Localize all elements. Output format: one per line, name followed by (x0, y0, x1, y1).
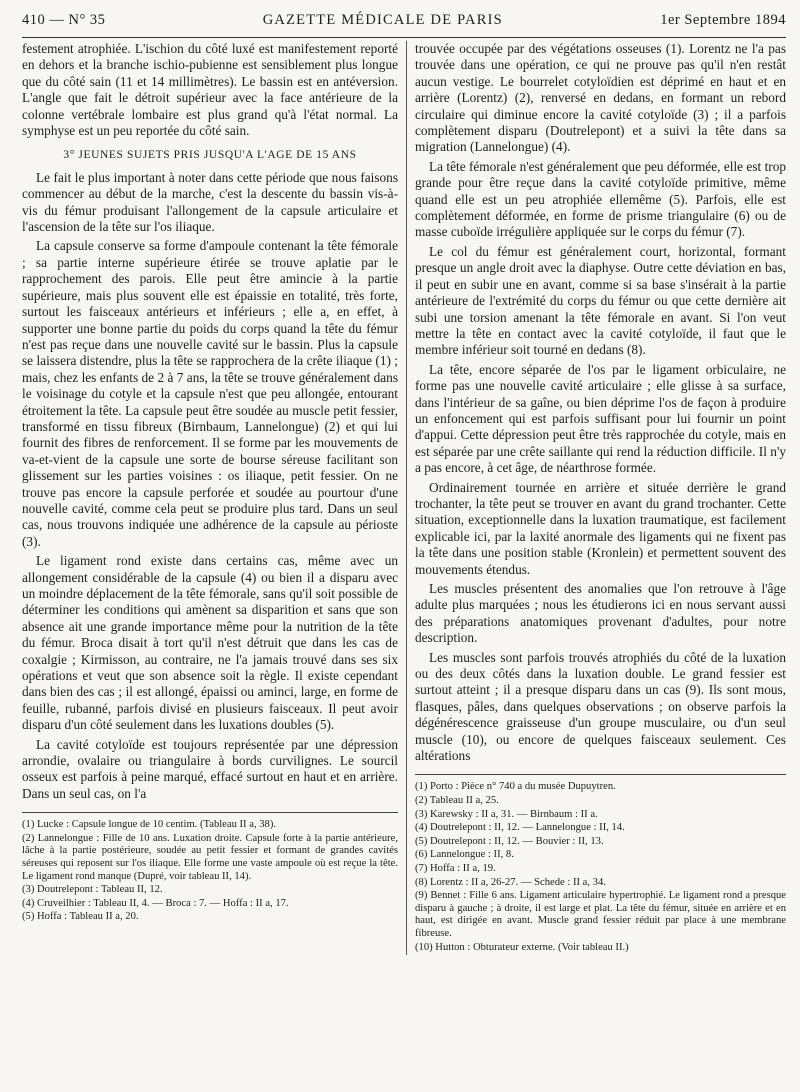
page-number: 410 — N° 35 (22, 12, 106, 28)
footnote: (2) Lannelongue : Fille de 10 ans. Luxation droite. Capsule forte à la partie antérieure, lâche à la partie postérieure, soudée au petit fessier et formant de grandes cavités séreuses qui reposent sur l'os iliaque. Elle forme une vaste ampoule où est reçue la tête. Le ligament rond manque (Dupré, voir tableau II, 14). (22, 832, 398, 882)
left-body (22, 41, 398, 802)
paragraph: Le ligament rond existe dans certains cas, même avec un allongement considérable de la capsule (4) ou bien il a disparu avec un moindre déplacement de la tête fémorale, sans qu'il soit possible de déterminer les conditions qui amènent sa disparition et sans que son absence ait une grande importance même pour la nutrition de la tête du fémur. Broca disait à tort qu'il n'est détruit que dans les cas de coxalgie ; Kirmisson, au contraire, ne l'a jamais trouvé dans ses six opérations et veut que son absence soit la règle. Il existe cependant dans bien des cas ; il est allongé, épaissi ou aminci, large, en forme de feuille, rubanné, parfois divisé en plusieurs faisceaux. Il peut avoir disparu d'un côté seulement dans les luxations doubles (5). (22, 553, 398, 733)
paragraph: Le col du fémur est généralement court, horizontal, formant presque un angle droit avec la diaphyse. Outre cette déviation en bas, il peut en subir une en avant, comme si sa base s'insérait à la partie antérieure de l'extrémité du corps du fémur ou que cette dernière ait subi une torsion amenant la tête fémorale en avant. Si l'on veut mettre la tête en contact avec la cavité cotyloïde, il faut que le membre inférieur soit tourné en dedans (8). (415, 243, 786, 358)
footnote: (1) Lucke : Capsule longue de 10 centim. (Tableau II a, 38). (22, 819, 277, 831)
right-footnotes (415, 781, 786, 954)
footnote: (2) Tableau II a, 25. (415, 795, 499, 807)
footnote: (8) Lorentz : II a, 26-27. — Schede : II a, 34. (415, 876, 606, 888)
footnote: (10) Hutton : Obturateur externe. (Voir tableau II.) (415, 941, 629, 953)
paragraph: La capsule conserve sa forme d'ampoule contenant la tête fémorale ; sa partie interne supérieure étirée se trouve aplatie par le rapprochement des parois. Elle peut être amincie à la partie supérieure, mais plus souvent elle est épaissie en totalité, très forte, surtout les faisceaux antérieurs et inférieurs ; elle a, en effet, à supporter une bonne partie du poids du corps quand la tête du fémur n'est pas reçue dans une nouvelle cavité sur le bassin. Plus la capsule se laissera distendre, plus la tête se rapprochera de la crête iliaque (1) ; mais, chez les enfants de 2 à 7 ans, la tête se trouve généralement dans le voisinage du cotyle et la capsule n'est que peu allongée, entourant étroitement la tête. La capsule peut être soudée au muscle petit fessier, transformé en tissu fibreux (Birnbaum, Lannelongue) (2) et qui lui fournit des fibres de renforcement. Il se forme par les mouvements de va-et-vient de la capsule une sorte de bourse séreuse facilitant son glissement sur les parties voisines : os iliaque, petit fessier. On ne trouve pas encore la capsule perforée et soudée au pourtour d'une nouvelle cavité, comme cela peut se produire plus tard. Dans un seul cas, nous trouvons indiquée une adhérence de la capsule au périoste (3). (22, 238, 398, 549)
footnote: (9) Bennet : Fille 6 ans. Ligament articulaire hypertrophié. Le ligament rond a presque disparu à gauche ; à droite, il est large et plat. La tête du fémur, située en arrière et en haut, est dirigée en avant. Muscle grand fessier réduit par place à une membrane fibreuse. (415, 890, 786, 939)
right-column (406, 41, 786, 955)
section-heading: 3° JEUNES SUJETS PRIS JUSQU'A L'AGE DE 15 ANS (63, 149, 357, 162)
footnote: (3) Karewsky : II a, 31. — Birnbaum : II a. (415, 808, 598, 820)
paragraph: Les muscles sont parfois trouvés atrophiés du côté de la luxation ou des deux côtés dans la luxation double. Le grand fessier est surtout atteint ; il a presque disparu dans un cas (9). Ils sont mous, flasques, pâles, dans quelques observations ; on observe parfois la dégénérescence graisseuse d'un groupe musculaire, ou d'un seul muscle (10), ou encore de quelques faisceaux seulement. Ces altérations (415, 649, 786, 764)
footnote-divider (22, 812, 398, 813)
paragraph: festement atrophiée. L'ischion du côté luxé est manifestement reporté en dehors et la branche ischio-pubienne est sensiblement plus longue que du côté sain (11 et 14 millimètres). Le bassin est en antéversion. L'angle que fait le détroit supérieur avec la face antérieure de la colonne vertébrale lombaire est plus grand qu'à l'état normal. La symphyse est un peu reportée du côté sain. (22, 41, 398, 139)
paragraph: Le fait le plus important à noter dans cette période que nous faisons commencer au début de la marche, c'est la descente du bassin vis-à-vis du fémur produisant l'allongement de la capsule articulaire et l'ascension de la tête sur l'os iliaque. (22, 169, 398, 235)
paragraph: trouvée occupée par des végétations osseuses (1). Lorentz ne l'a pas trouvée dans une opération, ce qui ne prouve pas qu'il n'en restât aucun vestige. Le bourrelet cotyloïdien est déprimé en haut et en arrière (Lorentz) (2), renversé en dedans, en formant un rebord circulaire qui diminue encore la cavité cotyloïde (3) ; il a parfois complètement disparu (Doutrelepont) et a suivi la tête dans sa migration (Lannelongue) (4). (415, 41, 786, 155)
footnote: (3) Doutrelepont : Tableau II, 12. (22, 884, 163, 896)
footnote: (4) Cruveilhier : Tableau II, 4. — Broca : 7. — Hoffa : II a, 17. (22, 897, 289, 909)
footnote: (1) Porto : Pièce n° 740 a du musée Dupuytren. (415, 781, 616, 793)
footnote: (5) Doutrelepont : II, 12. — Bouvier : II, 13. (415, 835, 604, 847)
page-header (22, 12, 786, 38)
issue-date: 1er Septembre 1894 (660, 12, 786, 28)
paragraph: La tête fémorale n'est généralement que peu déformée, elle est trop grande pour être reçue dans la cavité cotyloïde primitive, même quand elle est un peu atrophiée ellemême (5). Parfois, elle est complètement déformée, en forme de prisme triangulaire (6) ou de masse cuboïde irrégulière appliquée sur le corps du fémur (7). (415, 158, 786, 240)
paragraph: La cavité cotyloïde est toujours représentée par une dépression arrondie, ovalaire ou triangulaire à bords curvilignes. Le sourcil osseux est parfois à peine marqué, effacé surtout en haut et en arrière. Dans un seul cas, on l'a (22, 736, 398, 801)
right-body (415, 41, 786, 764)
footnote-divider (415, 774, 786, 775)
footnote: (5) Hoffa : Tableau II a, 20. (22, 911, 139, 923)
columns (22, 41, 786, 955)
paragraph: Les muscles présentent des anomalies que l'on retrouve à l'âge adulte plus marquées ; nous les étudierons ici en nous servant aussi des préparations anatomiques provenant d'adultes, pour notre description. (415, 581, 786, 646)
journal-title: GAZETTE MÉDICALE DE PARIS (262, 12, 503, 28)
left-column (22, 41, 406, 955)
footnote: (7) Hoffa : II a, 19. (415, 863, 496, 875)
left-footnotes (22, 819, 398, 924)
paragraph: La tête, encore séparée de l'os par le ligament orbiculaire, ne forme pas une nouvelle cavité articulaire ; elle glisse à sa surface, dans l'intérieur de sa gaîne, ou bien déprime l'os de façon à produire un enfoncement qui est parfois suffisant pour lui fournir un point d'appui. Cette dépression peut être très rapprochée du cotyle, mais en est séparée par une crête saillante qui rend la réduction difficile. Il n'y a pas encore, à cet âge, de néarthrose formée. (415, 361, 786, 476)
footnote: (4) Doutrelepont : II, 12. — Lannelongue : II, 14. (415, 822, 625, 834)
paragraph: Ordinairement tournée en arrière et située derrière le grand trochanter, la tête peut se trouver en avant du grand trochanter. Cette situation, exceptionnelle dans la luxation traumatique, est facilement explicable ici, par la laxité anormale des ligaments qui ne fixent pas la tête dans une position stable (Kronlein) et permettent souvent des mouvements étendus. (415, 479, 786, 577)
footnote: (6) Lannelongue : II, 8. (415, 849, 514, 861)
